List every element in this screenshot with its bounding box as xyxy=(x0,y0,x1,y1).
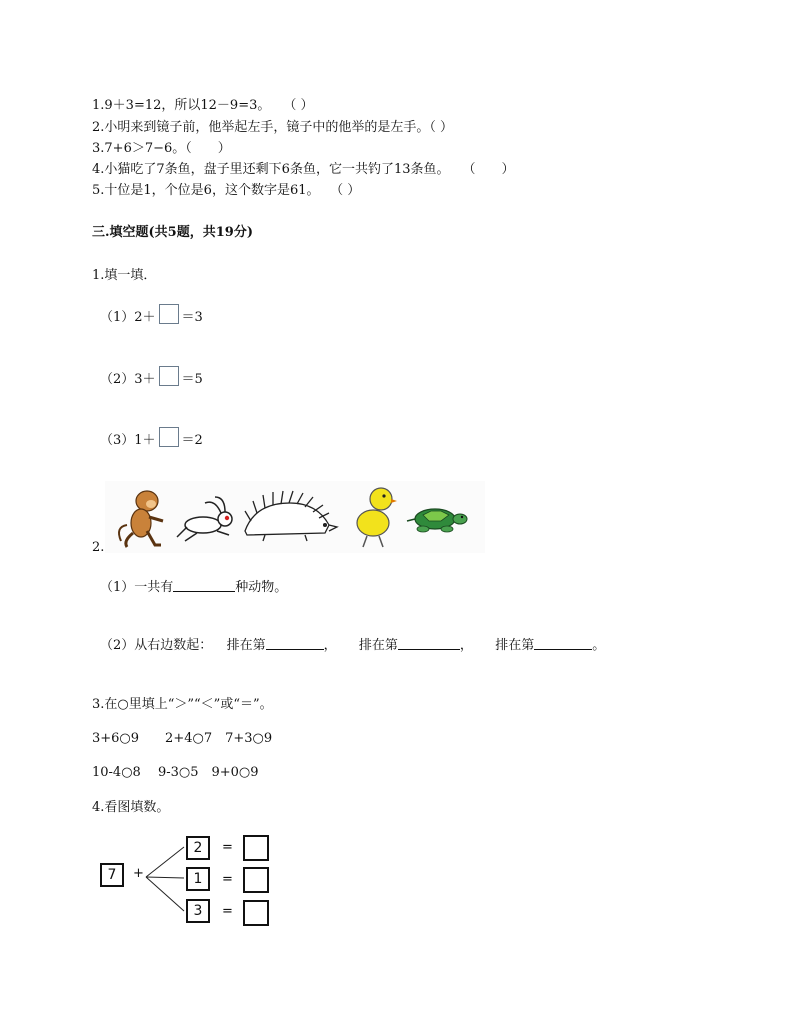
judge-item-2: 2.小明来到镜子前，他举起左手，镜子中的他举的是左手。（ ） xyxy=(92,120,454,135)
q4-plus: + xyxy=(133,866,144,881)
q4-branch-3: 3 xyxy=(186,899,210,923)
q4-equals-1: = xyxy=(222,840,233,855)
q2-number: 2. xyxy=(92,540,105,555)
q1-row-2-suffix: ＝5 xyxy=(181,372,203,387)
branch-lines xyxy=(144,840,186,920)
q3-line-1: 3+6○9 2+4○7 7+3○9 xyxy=(92,731,273,746)
monkey-icon xyxy=(119,491,163,547)
q1-row-3-prefix: （3）1＋ xyxy=(100,433,156,448)
q2-part2-a-label: 排在第 xyxy=(226,638,266,653)
judge-item-3: 3.7+6＞7−6。（ ） xyxy=(92,141,231,156)
q2-part2-sep1: ， xyxy=(323,638,337,653)
rabbit-icon xyxy=(177,497,232,541)
q3-line-2: 10-4○8 9-3○5 9+0○9 xyxy=(92,765,259,780)
q4-branch-2: 1 xyxy=(186,867,210,891)
q4-left-number: 7 xyxy=(100,863,124,887)
q1-row-2-prefix: （2）3＋ xyxy=(100,372,156,387)
answer-blank[interactable] xyxy=(398,637,460,650)
animals-image xyxy=(105,481,485,553)
q2-part2-sep2: ， xyxy=(459,638,473,653)
q2-part1-suffix: 种动物。 xyxy=(235,580,288,595)
q1-row-3 xyxy=(100,427,203,448)
q1-title: 1.填一填． xyxy=(92,268,157,283)
q4-answer-box-3[interactable] xyxy=(243,900,269,926)
answer-blank[interactable] xyxy=(534,637,592,650)
answer-box[interactable] xyxy=(159,427,179,447)
judge-item-1: 1.9＋3=12，所以12－9=3。 （ ） xyxy=(92,98,314,113)
q1-row-1-prefix: （1）2＋ xyxy=(100,310,156,325)
q4-branch-1: 2 xyxy=(186,836,210,860)
q1-row-1-suffix: ＝3 xyxy=(181,310,203,325)
q1-row-3-suffix: ＝2 xyxy=(181,433,203,448)
q4-equals-2: = xyxy=(222,872,233,887)
q2-part2 xyxy=(100,634,605,653)
q2-part2-end: 。 xyxy=(592,638,606,653)
hedgehog-icon xyxy=(245,491,337,541)
q2-part1 xyxy=(100,576,287,595)
judge-item-5: 5.十位是1，个位是6，这个数字是61。 （ ） xyxy=(92,183,361,198)
answer-box[interactable] xyxy=(159,366,179,386)
q1-row-2 xyxy=(100,366,203,387)
q4-answer-box-1[interactable] xyxy=(243,835,269,861)
q4-answer-box-2[interactable] xyxy=(243,867,269,893)
q2-part1-prefix: （1）一共有 xyxy=(100,580,174,595)
q4-title: 4.看图填数。 xyxy=(92,800,170,815)
q1-row-1 xyxy=(100,304,203,325)
judge-item-4: 4.小猫吃了7条鱼，盘子里还剩下6条鱼，它一共钓了13条鱼。 （ ） xyxy=(92,162,515,177)
q2-part2-prefix: （2）从右边数起： xyxy=(100,638,213,653)
q2-part2-b-label: 排在第 xyxy=(358,638,398,653)
answer-blank[interactable] xyxy=(266,637,324,650)
q2-part2-c-label: 排在第 xyxy=(495,638,535,653)
q3-title: 3.在○里填上“＞”“＜”或“＝”。 xyxy=(92,697,273,712)
chick-icon xyxy=(357,488,397,547)
section-heading: 三.填空题(共5题，共19分) xyxy=(92,225,253,240)
q4-equals-3: = xyxy=(222,904,233,919)
answer-box[interactable] xyxy=(159,304,179,324)
answer-blank[interactable] xyxy=(173,579,235,592)
turtle-icon xyxy=(407,509,467,532)
